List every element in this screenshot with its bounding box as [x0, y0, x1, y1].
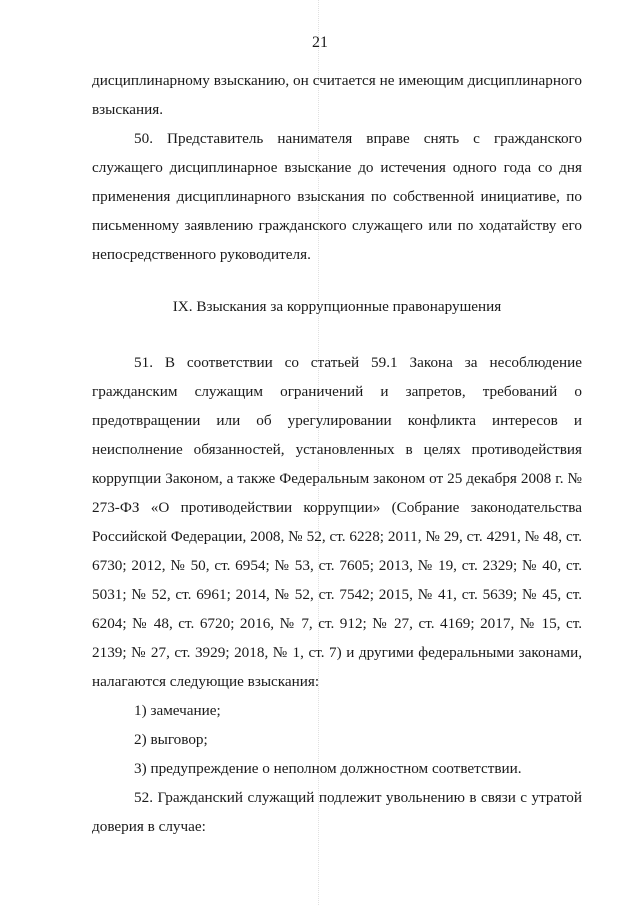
section-heading: IX. Взыскания за коррупционные правонарушения — [172, 298, 502, 315]
list-item-severe-reprimand: 2) выговор; — [134, 731, 208, 748]
paragraph-50: 50. Представитель нанимателя вправе снять с гражданского служащего дисциплинарное взыскание до истечения одного года со дня применения дисциплинарного взыскания по собственной инициативе, по письменному заявлению гражданского служащего или по ходатайству его непосредственного руководителя. — [92, 130, 582, 263]
paragraph-51: 51. В соответствии со статьей 59.1 Закона за несоблюдение гражданским служащим ограничений и запретов, требований о предотвращении или об урегулировании конфликта интересов и неисполнение обязанностей, установленных в целях противодействия коррупции Законом, а также Федеральным законом от 25 декабря 2008 г. № 273-ФЗ «О противодействии коррупции» (Собрание законодательства Российской Федерации, 2008, № 52, ст. 6228; 2011, № 29, ст. 4291, № 48, ст. 6730; 2012, № 50, ст. 6954; № 53, ст. 7605; 2013, № 19, ст. 2329; № 40, ст. 5031; № 52, ст. 6961; 2014, № 52, ст. 7542; 2015, № 41, ст. 5639; № 45, ст. 6204; № 48, ст. 6720; 2016, № 7, ст. 912; № 27, ст. 4169; 2017, № 15, ст. 2139; № 27, ст. 3929; 2018, № 1, ст. 7) и другими федеральными законами, налагаются следующие взыскания: — [92, 354, 582, 690]
page-number: 21 — [312, 34, 328, 51]
document-body — [92, 66, 582, 841]
paragraph-49-continuation: дисциплинарному взысканию, он считается не имеющим дисциплинарного взыскания. — [92, 72, 582, 118]
list-item-warning: 3) предупреждение о неполном должностном соответствии. — [134, 760, 522, 777]
paragraph-52: 52. Гражданский служащий подлежит увольнению в связи с утратой доверия в случае: — [92, 789, 582, 835]
list-item-reprimand: 1) замечание; — [134, 702, 221, 719]
